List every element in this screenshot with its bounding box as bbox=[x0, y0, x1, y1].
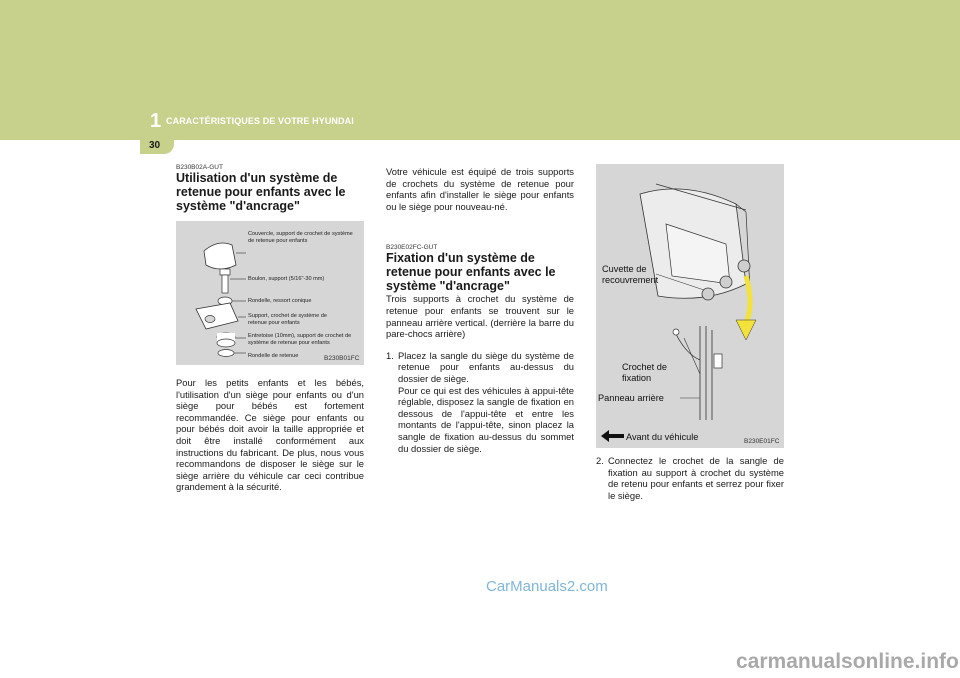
tether-anchor-figure bbox=[596, 164, 784, 448]
label-tether-hook: Crochet de fixation bbox=[622, 362, 667, 383]
watermark-carmanuals2: CarManuals2.com bbox=[486, 578, 608, 595]
section-title: Fixation d'un système de retenue pour enfants avec le système "d'ancrage" bbox=[386, 251, 556, 294]
chapter-title: CARACTÉRISTIQUES DE VOTRE HYUNDAI bbox=[166, 116, 354, 126]
tether-anchor-illustration bbox=[596, 164, 784, 448]
label-cover-cup: Cuvette de recouvrement bbox=[602, 264, 659, 285]
step-text-continued: Pour ce qui est des véhicules à appui-tête réglable, disposez la sangle de fixation en dessous de l'appui-tête et entre les montants de l'appui-tête, sinon placez la sangle de fixation au-dessus du sommet du dossier de siège. bbox=[398, 384, 574, 454]
left-column bbox=[176, 164, 364, 493]
label-vehicle-front: Avant du véhicule bbox=[626, 432, 699, 442]
figure-code: B230E01FC bbox=[744, 438, 780, 445]
anchors-intro: Votre véhicule est équipé de trois supports de crochets du système de retenue pour enfants afin d'installer le siège pour enfants ou le siège pour nouveau-né. bbox=[386, 166, 574, 212]
anchor-location-paragraph: Trois supports à crochet du système de retenue pour enfants se trouvent sur le panneau arrière vertical. (derrière la barre du pare-chocs arrière) bbox=[386, 293, 574, 340]
label-rear-panel: Panneau arrière bbox=[598, 393, 664, 403]
step-number: 2. bbox=[596, 455, 604, 466]
label-retaining-washer: Rondelle de retenue bbox=[248, 353, 299, 359]
step-2 bbox=[596, 455, 784, 501]
chapter-number: 1 bbox=[150, 110, 162, 132]
label-cover: Couvercle, support de crochet de système de retenue pour enfants bbox=[248, 231, 353, 244]
step-text: Placez la sangle du siège du système de retenue pour enfants au-dessus du dossier de siège. bbox=[398, 349, 574, 384]
section-title: Utilisation d'un système de retenue pour enfants avec le système "d'ancrage" bbox=[176, 171, 346, 213]
right-column bbox=[596, 164, 784, 501]
intro-paragraph: Pour les petits enfants et les bébés, l'utilisation d'un siège pour enfants ou d'un siège pour bébés est fortement recommandée. Ce siège pour enfants ou pour bébés doit avoir la taille appropriée et doit être installé conformément aux instructions du fabricant. De plus, nous vous recommandons de disposer le siège sur le siège arrière du véhicule car ceci contribue grandement à la sécurité. bbox=[176, 377, 364, 493]
figure-code: B230B01FC bbox=[324, 355, 360, 362]
middle-column bbox=[386, 166, 574, 454]
chapter-header-band bbox=[0, 0, 960, 140]
label-spacer: Entretoise (10mm), support de crochet de système de retenue pour enfants bbox=[248, 333, 352, 346]
watermark-carmanualsonline: carmanualsonline.info bbox=[736, 650, 959, 673]
step-number: 1. bbox=[386, 349, 394, 361]
step-text: Connectez le crochet de la sangle de fixation au support à crochet du système de retenu pour enfants et serrez pour fixer le siège. bbox=[608, 455, 784, 501]
step-1 bbox=[386, 350, 574, 454]
anchor-parts-figure bbox=[176, 221, 364, 365]
label-hook-bracket: Support, crochet de système de retenue pour enfants bbox=[248, 313, 327, 326]
section-code: B230E02FC-GUT bbox=[386, 244, 438, 252]
label-bolt: Boulon, support (5/16"-30 mm) bbox=[248, 276, 325, 282]
page-number: 30 bbox=[149, 140, 161, 151]
label-conic-washer: Rondelle, ressort conique bbox=[248, 298, 312, 304]
section-code: B230B02A-GUT bbox=[176, 164, 223, 171]
